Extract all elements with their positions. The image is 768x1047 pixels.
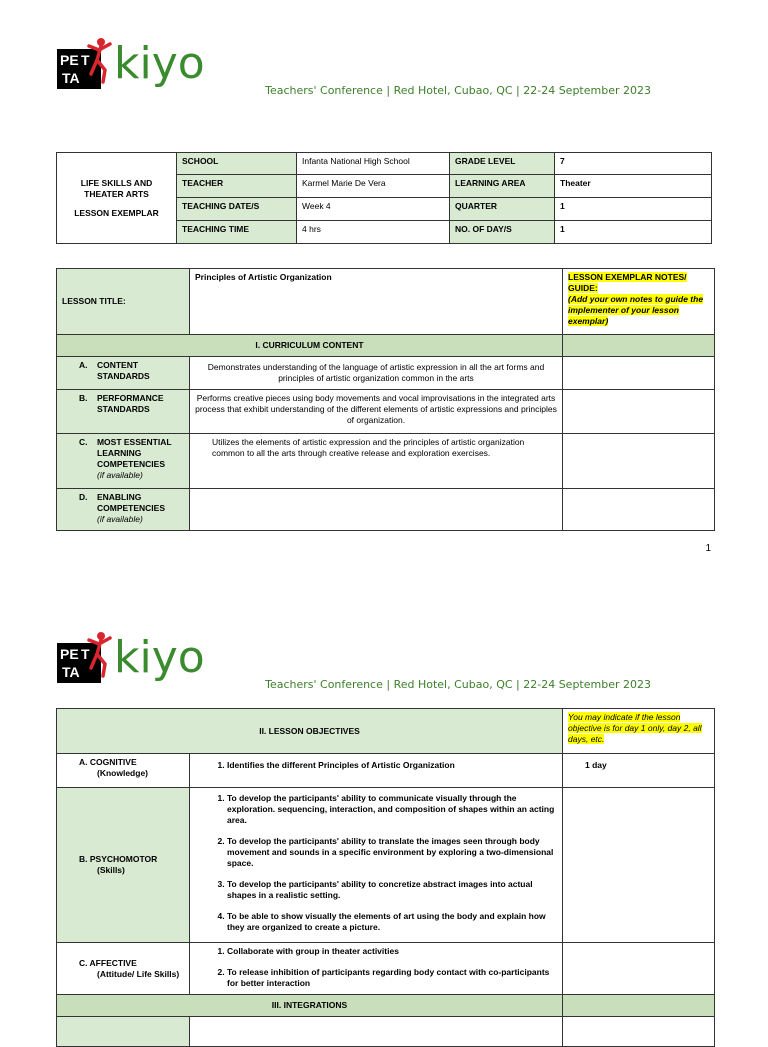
lesson-title-value: Principles of Artistic Organization bbox=[190, 269, 563, 335]
peta-logo: PE T TA bbox=[57, 643, 101, 683]
kiyo-wordmark: kiyo bbox=[114, 38, 205, 89]
objective-label: B. PSYCHOMOTOR (Skills) bbox=[57, 788, 190, 943]
info-left-cell bbox=[57, 153, 177, 244]
standard-text: Utilizes the elements of artistic expression and the principles of artistic organization common to all the arts through creative release and exploration exercises. bbox=[190, 434, 563, 489]
exemplar-title: LESSON EXEMPLAR bbox=[74, 207, 159, 218]
objective-items bbox=[190, 754, 563, 788]
notes-head: LESSON EXEMPLAR NOTES/ GUIDE: bbox=[568, 272, 687, 293]
lesson-table bbox=[56, 268, 715, 531]
list-item: 1. Collaborate with group in theater activities bbox=[227, 946, 557, 957]
info-key: GRADE LEVEL bbox=[450, 153, 555, 175]
standard-label: A. CONTENT STANDARDS bbox=[57, 357, 190, 390]
section-heading: II. LESSON OBJECTIVES bbox=[57, 709, 563, 754]
list-item: 3. To develop the participants' ability to concretize abstract images into actual shapes in a realistic setting. bbox=[227, 879, 557, 901]
info-value: Theater bbox=[555, 175, 712, 198]
section-heading: III. INTEGRATIONS bbox=[57, 995, 563, 1017]
standard-label: C. MOST ESSENTIAL LEARNING COMPETENCIES (if available) bbox=[57, 434, 190, 489]
info-key: QUARTER bbox=[450, 198, 555, 221]
notes-cell bbox=[563, 709, 715, 754]
dancer-icon bbox=[83, 630, 113, 680]
standard-text: Demonstrates understanding of the language of artistic expression in all the art forms and principles of artistic organization common in the arts bbox=[190, 357, 563, 390]
info-value: 7 bbox=[555, 153, 712, 175]
objective-items bbox=[190, 943, 563, 995]
psychomotor-list bbox=[195, 793, 557, 933]
peta-kiyo-logo bbox=[57, 36, 205, 96]
info-key: LEARNING AREA bbox=[450, 175, 555, 198]
info-value: 1 bbox=[555, 198, 712, 221]
info-key: NO. OF DAY/S bbox=[450, 221, 555, 244]
info-key: TEACHING DATE/S bbox=[177, 198, 297, 221]
info-table bbox=[56, 152, 712, 244]
standard-text: Performs creative pieces using body movements and vocal improvisations in the integrated arts process that exhibit understanding of the different elements of artistic expressions and principles of organization. bbox=[190, 390, 563, 434]
cognitive-list bbox=[195, 760, 557, 771]
list-item: 2. To develop the participants' ability to translate the images seen through body movement and sounds in a specific environment by exploring a two-dimensional space. bbox=[227, 836, 557, 869]
subject-title: LIFE SKILLS AND THEATER ARTS bbox=[80, 177, 153, 199]
info-key: TEACHER bbox=[177, 175, 297, 198]
section-heading: I. CURRICULUM CONTENT bbox=[57, 335, 563, 357]
list-item: 1. Identifies the different Principles of Artistic Organization bbox=[227, 760, 557, 771]
info-value: 1 bbox=[555, 221, 712, 244]
list-item: 4. To be able to show visually the elements of art using the body and explain how they are organized to create a picture. bbox=[227, 911, 557, 933]
kiyo-wordmark: kiyo bbox=[114, 632, 205, 683]
objective-label: C. AFFECTIVE (Attitude/ Life Skills) bbox=[57, 943, 190, 995]
conference-line: Teachers' Conference | Red Hotel, Cubao, QC | 22-24 September 2023 bbox=[265, 678, 651, 691]
objective-items bbox=[190, 788, 563, 943]
notes-cell bbox=[563, 269, 715, 335]
dancer-icon bbox=[83, 36, 113, 86]
objectives-table bbox=[56, 708, 715, 1047]
info-value: 4 hrs bbox=[297, 221, 450, 244]
info-key: TEACHING TIME bbox=[177, 221, 297, 244]
page-number: 1 bbox=[705, 543, 711, 554]
info-value: Infanta National High School bbox=[297, 153, 450, 175]
list-item: 2. To release inhibition of participants regarding body contact with co-participants for better interaction bbox=[227, 967, 557, 989]
peta-logo: PE T TA bbox=[57, 49, 101, 89]
lesson-title-label: LESSON TITLE: bbox=[57, 269, 190, 335]
standard-label: B. PERFORMANCE STANDARDS bbox=[57, 390, 190, 434]
notes-hint: You may indicate if the lesson objective is for day 1 only, day 2, all days, etc. bbox=[568, 712, 702, 744]
peta-kiyo-logo bbox=[57, 630, 205, 690]
list-item: 1. To develop the participants' ability to communicate visually through the exploration. sequencing, interaction, and composition of shapes within an acting area. bbox=[227, 793, 557, 826]
standard-text bbox=[190, 489, 563, 531]
standard-label: D. ENABLING COMPETENCIES (if available) bbox=[57, 489, 190, 531]
info-key: SCHOOL bbox=[177, 153, 297, 175]
notes-hint: (Add your own notes to guide the implementer of your lesson exemplar) bbox=[568, 294, 704, 326]
affective-list bbox=[195, 946, 557, 989]
info-value: Karmel Marie De Vera bbox=[297, 175, 450, 198]
info-value: Week 4 bbox=[297, 198, 450, 221]
objective-label: A. COGNITIVE (Knowledge) bbox=[57, 754, 190, 788]
conference-line: Teachers' Conference | Red Hotel, Cubao, QC | 22-24 September 2023 bbox=[265, 84, 651, 97]
objective-note: 1 day bbox=[563, 754, 715, 788]
